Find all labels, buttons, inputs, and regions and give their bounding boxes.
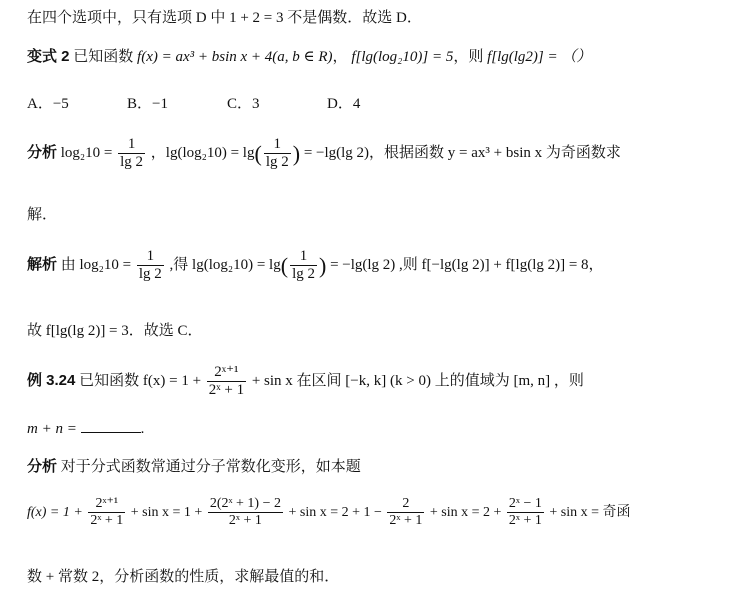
fraction-numerator: 2 — [387, 496, 424, 513]
analysis-part-1: log₂10 = — [60, 145, 113, 162]
solution-part-2: ,得 lg(log₂10) = lg — [169, 257, 281, 274]
fraction-numerator: 2(2ˣ + 1) − 2 — [208, 496, 283, 513]
eq-part-a: f(x) = 1 + — [27, 504, 83, 520]
option-b: B．−1 — [127, 96, 168, 112]
analysis-text: 对于分式函数常通过分子常数化变形，如本题 — [60, 459, 361, 475]
analysis-2-continued — [27, 565, 339, 586]
analysis-2 — [27, 455, 361, 476]
variant-text-c: ，则 — [453, 49, 484, 65]
eq-fraction-3 — [387, 496, 424, 529]
variant-label: 变式 2 — [27, 48, 70, 65]
solution-part-3: = −lg(lg 2) ,则 f[−lg(lg 2)] + f[lg(lg 2)] = 8， — [330, 257, 604, 274]
fraction-denominator: 2ˣ + 1 — [208, 382, 245, 399]
variant-given: f[lg(log₂10)] = 5 — [351, 49, 454, 65]
example-continued — [27, 418, 144, 438]
example-text-b: + sin x 在区间 [−k, k] (k > 0) 上的值域为 [m, n] ，则 — [251, 373, 584, 390]
solution-label: 解析 — [27, 256, 58, 274]
fraction-denominator: lg 2 — [120, 154, 144, 171]
fraction-numerator: 2ˣ⁺¹ — [88, 496, 125, 513]
fraction-numerator: 2ˣ⁺¹ — [207, 364, 246, 382]
paren-close: ) — [292, 140, 301, 166]
option-d: D．4 — [327, 96, 361, 112]
variant-ask: f[lg(lg2)] = （） — [487, 49, 592, 65]
analysis-cont-text: 解． — [27, 207, 58, 223]
paren-close: ) — [318, 252, 327, 278]
eq-fraction-2 — [208, 496, 283, 529]
line-text: 在四个选项中，只有选项 D 中 1 + 2 = 3 不是偶数．故选 D． — [27, 10, 422, 26]
fraction-denominator: 2ˣ + 1 — [90, 513, 124, 529]
eq-fraction-4 — [507, 496, 544, 529]
analysis-part-2: ，lg(log₂10) = lg — [150, 145, 255, 162]
analysis-1-continued — [27, 203, 57, 224]
answer-blank — [81, 418, 141, 433]
eq-part-d: + sin x = 2 + — [429, 504, 502, 520]
eq-part-c: + sin x = 2 + 1 − — [288, 504, 382, 520]
fraction-denominator: lg 2 — [265, 154, 289, 171]
solution-block — [27, 248, 604, 284]
solution-part-1: 由 log₂10 = — [60, 257, 132, 274]
paren-open: ( — [254, 140, 262, 166]
variant-2-problem — [27, 45, 591, 66]
example-cont-end: . — [140, 421, 145, 437]
fraction-numerator: 1 — [137, 248, 164, 266]
solution-text-line — [27, 6, 422, 27]
eq-part-e: + sin x = 奇函 — [549, 504, 631, 520]
fraction-denominator: lg 2 — [292, 266, 315, 283]
fraction-numerator: 1 — [118, 136, 145, 154]
example-text-a: 已知函数 f(x) = 1 + — [79, 373, 202, 390]
analysis-part-3: = −lg(lg 2)，根据函数 y = ax³ + bsin x 为奇函数求 — [303, 145, 621, 162]
fraction-1 — [118, 136, 145, 172]
analysis-label: 分析 — [27, 144, 58, 162]
example-label: 例 3.24 — [27, 372, 76, 390]
fraction-denominator: 2ˣ + 1 — [389, 513, 423, 529]
fraction-numerator: 1 — [290, 248, 317, 266]
variant-text-b: ， — [332, 49, 348, 65]
solution-cont-text: 故 f[lg(lg 2)] = 3．故选 C． — [27, 323, 203, 339]
option-a: A．−5 — [27, 96, 69, 112]
solution-continued — [27, 319, 203, 340]
fraction-denominator: 2ˣ + 1 — [228, 513, 262, 529]
paren-open: ( — [280, 252, 289, 278]
fraction-denominator: 2ˣ + 1 — [508, 513, 542, 529]
analysis-2-equation — [27, 496, 630, 529]
fraction-denominator: lg 2 — [138, 266, 162, 283]
answer-options — [27, 92, 427, 113]
fraction-1 — [137, 248, 164, 284]
example-fraction — [207, 364, 246, 400]
eq-fraction-1 — [88, 496, 125, 529]
fraction-numerator: 2ˣ − 1 — [507, 496, 544, 513]
fraction-numerator: 1 — [264, 136, 291, 154]
variant-text-a: 已知函数 — [73, 49, 134, 65]
analysis-cont-text: 数 + 常数 2，分析函数的性质，求解最值的和． — [27, 569, 340, 585]
analysis-1 — [27, 136, 621, 172]
option-c: C．3 — [227, 96, 260, 112]
analysis-label: 分析 — [27, 458, 58, 475]
example-3-24 — [27, 364, 584, 400]
eq-part-b: + sin x = 1 + — [130, 504, 203, 520]
example-cont-text: m + n = — [27, 421, 77, 437]
variant-function: f(x) = ax³ + bsin x + 4(a, b ∈ R) — [137, 49, 333, 65]
fraction-2 — [264, 136, 291, 172]
fraction-2 — [290, 248, 317, 284]
